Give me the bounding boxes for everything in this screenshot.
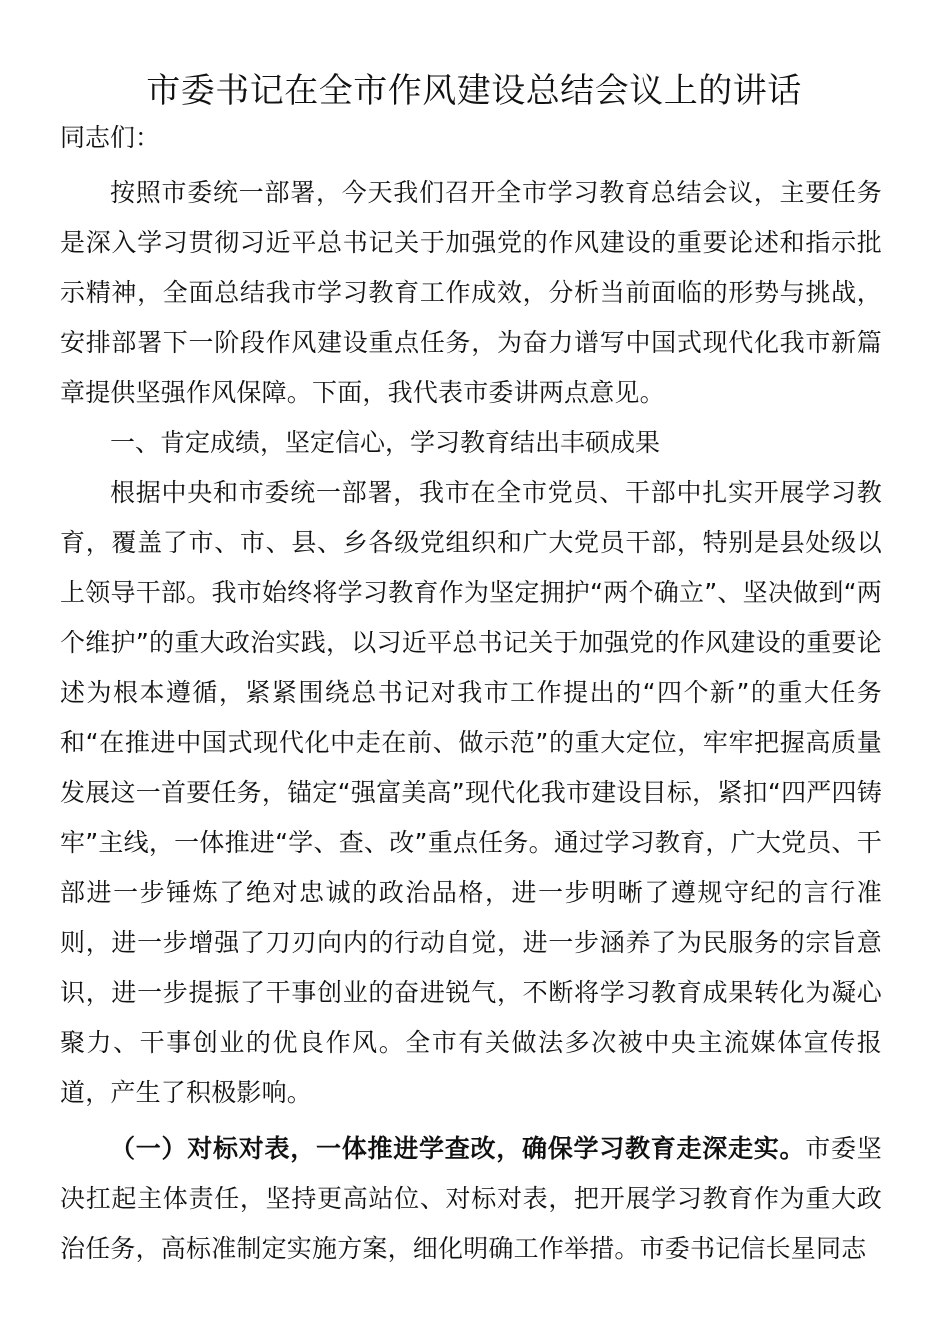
salutation: 同志们： <box>60 123 161 152</box>
subsection-1-paragraph <box>60 1124 882 1274</box>
intro-paragraph: 按照市委统一部署，今天我们召开全市学习教育总结会议，主要任务是深入学习贯彻习近平总书记关于加强党的作风建设的重要论述和指示批示精神，全面总结我市学习教育工作成效，分析当前面临的形势与挑战，安排部署下一阶段作风建设重点任务，为奋力谱写中国式现代化我市新篇章提供坚强作风保障。下面，我代表市委讲两点意见。 <box>60 178 882 407</box>
subsection-1-lead: （一）对标对表，一体推进学查改，确保学习教育走深走实。 <box>110 1134 806 1163</box>
document-title: 市委书记在全市作风建设总结会议上的讲话 <box>146 71 802 111</box>
section-1-paragraph: 根据中央和市委统一部署，我市在全市党员、干部中扎实开展学习教育，覆盖了市、市、县、乡各级党组织和广大党员干部，特别是县处级以上领导干部。我市始终将学习教育作为坚定拥护“两个确立”、坚决做到“两个维护”的重大政治实践，以习近平总书记关于加强党的作风建设的重要论述为根本遵循，紧紧围绕总书记对我市工作提出的“四个新”的重大任务和“在推进中国式现代化中走在前、做示范”的重大定位，牢牢把握高质量发展这一首要任务，锚定“强富美高”现代化我市建设目标，紧扣“四严四铸牢”主线，一体推进“学、查、改”重点任务。通过学习教育，广大党员、干部进一步锤炼了绝对忠诚的政治品格，进一步明晰了遵规守纪的言行准则，进一步增强了刀刃向内的行动自觉，进一步涵养了为民服务的宗旨意识，进一步提振了干事创业的奋进锐气，不断将学习教育成果转化为凝心聚力、干事创业的优良作风。全市有关做法多次被中央主流媒体宣传报道，产生了积极影响。 <box>60 478 882 1107</box>
document-page <box>60 62 882 1274</box>
section-heading-1: 一、肯定成绩，坚定信心，学习教育结出丰硕成果 <box>110 428 661 457</box>
subsection-1-text: 市委坚决扛起主体责任，坚持更高站位、对标对表，把开展学习教育作为重大政治任务，高标准制定实施方案，细化明确工作举措。市委书记信长星同志 <box>60 1134 882 1263</box>
